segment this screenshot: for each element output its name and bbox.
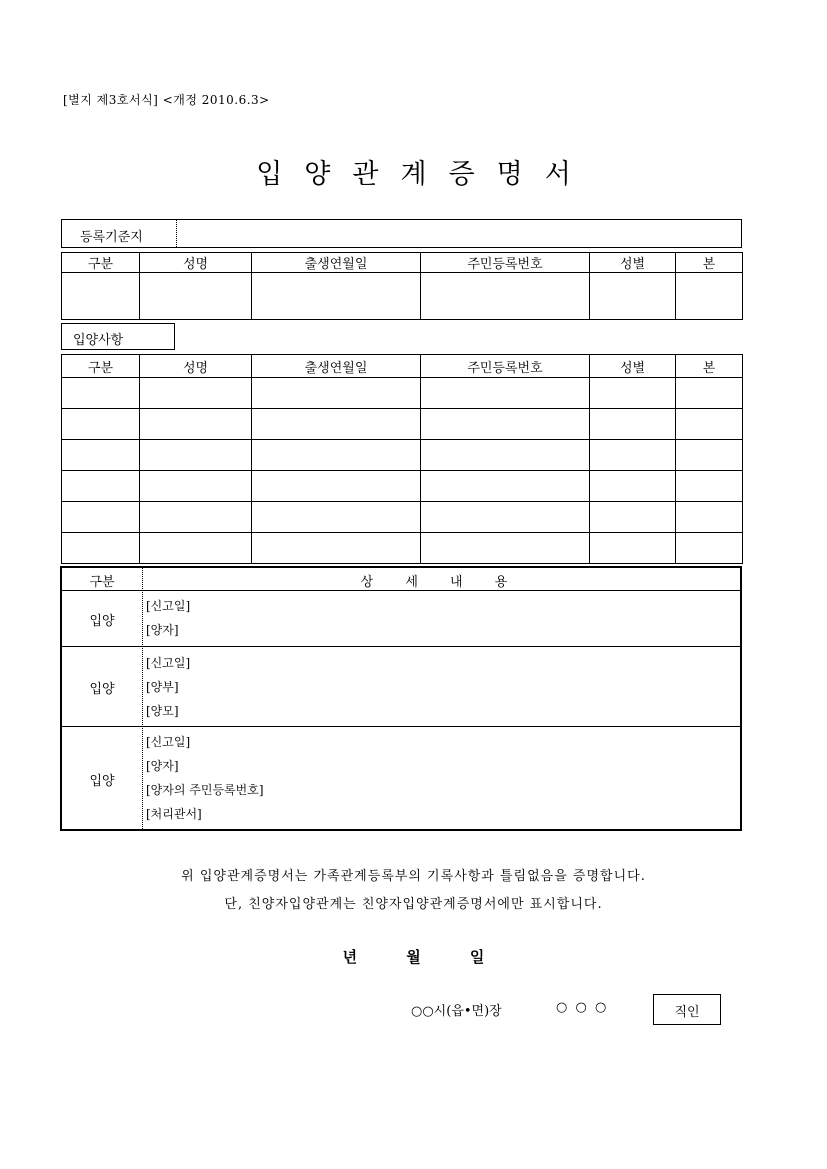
detail-col-category: 구분 [89, 575, 115, 590]
adoption-row [62, 533, 743, 564]
registry-row [61, 219, 742, 248]
official-seal-label: 직인 [674, 1005, 700, 1020]
detail-item: [양모] [146, 704, 179, 718]
detail-item: [처리관서] [146, 807, 202, 821]
col-category: 구분 [62, 253, 140, 273]
adoption-row [62, 409, 743, 440]
col-resident-number: 주민등록번호 [421, 355, 590, 378]
date-day: 일 [469, 948, 485, 966]
detail-item: [양자] [146, 623, 179, 637]
col-gender: 성별 [590, 253, 676, 273]
adoption-section-text: 입양사항 [73, 333, 124, 348]
col-gender: 성별 [590, 355, 676, 378]
person-row [62, 273, 743, 320]
detail-group-category: 입양 [89, 682, 115, 697]
col-name: 성명 [140, 253, 252, 273]
detail-group [62, 590, 740, 646]
adoption-table [61, 354, 743, 564]
person-table [61, 252, 743, 320]
registry-divider [176, 220, 177, 247]
col-origin: 본 [676, 253, 743, 273]
date-year: 년 [342, 948, 358, 966]
detail-item: [신고일] [146, 599, 191, 613]
certification-line-1: 위 입양관계증명서는 가족관계등록부의 기록사항과 틀림없음을 증명합니다. [181, 869, 646, 884]
adoption-header-row [62, 355, 743, 378]
detail-group-category: 입양 [89, 774, 115, 789]
adoption-row [62, 378, 743, 409]
registry-label: 등록기준지 [80, 230, 143, 245]
col-origin: 본 [676, 355, 743, 378]
detail-col-content: 상 세 내 용 [360, 575, 522, 590]
adoption-section-label [61, 323, 175, 350]
col-birthdate: 출생연월일 [252, 355, 421, 378]
detail-group [62, 726, 740, 831]
date-month: 월 [406, 948, 421, 966]
detail-item: [신고일] [146, 735, 191, 749]
col-resident-number: 주민등록번호 [421, 253, 590, 273]
form-reference: [별지 제3호서식] <개정 2010.6.3> [63, 93, 270, 107]
certification-line-2: 단, 친양자입양관계는 친양자입양관계증명서에만 표시합니다. [224, 897, 603, 912]
detail-item: [양부] [146, 680, 179, 694]
detail-table [60, 566, 742, 831]
detail-item: [신고일] [146, 656, 191, 670]
col-name: 성명 [140, 355, 252, 378]
issuer-official: ○ ○ ○ [556, 1000, 609, 1015]
adoption-row [62, 440, 743, 471]
detail-group-category: 입양 [89, 614, 115, 629]
adoption-row [62, 502, 743, 533]
issuer-name: ○○시(읍•면)장 [411, 1004, 502, 1019]
adoption-row [62, 471, 743, 502]
detail-group [62, 646, 740, 726]
document-title: 입양관계증명서 [256, 159, 593, 190]
col-category: 구분 [62, 355, 140, 378]
person-header-row [62, 253, 743, 273]
col-birthdate: 출생연월일 [252, 253, 421, 273]
issue-date [0, 946, 827, 967]
official-seal-box [653, 994, 721, 1025]
detail-item: [양자의 주민등록번호] [146, 783, 264, 797]
detail-item: [양자] [146, 759, 179, 773]
